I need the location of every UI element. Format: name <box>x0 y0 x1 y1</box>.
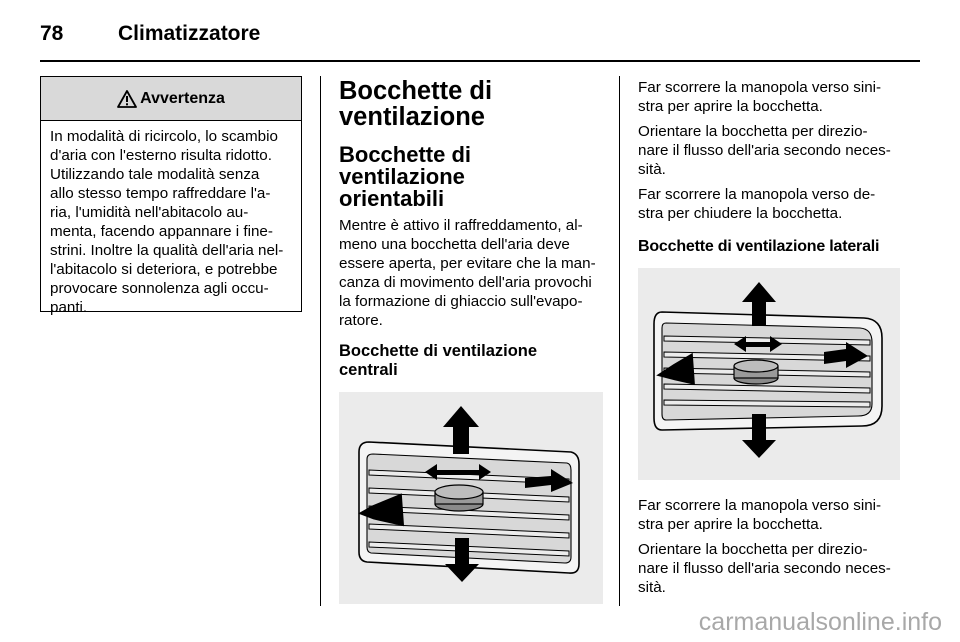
warning-line: ria, l'umidità nell'abitacolo au- <box>50 204 249 221</box>
warning-triangle-icon <box>117 90 137 108</box>
heading-line: Bocchette di ventilazione <box>339 342 538 360</box>
heading-line: centrali <box>339 361 398 379</box>
text-line: meno una bocchetta dell'aria deve <box>339 236 570 253</box>
text-line: essere aperta, per evitare che la man- <box>339 255 596 272</box>
text-line: Far scorrere la manopola verso sini- <box>638 79 882 96</box>
intro-paragraph <box>339 216 603 330</box>
warning-line: In modalità di ricircolo, lo scambio <box>50 128 278 145</box>
page-header <box>40 16 920 48</box>
warning-header <box>41 77 301 121</box>
paragraph <box>638 185 900 223</box>
text-line: Mentre è attivo il raffreddamento, al- <box>339 217 583 234</box>
column-divider <box>619 76 620 606</box>
column-divider <box>320 76 321 606</box>
lateral-vent-illustration <box>638 268 900 480</box>
text-line: nare il flusso dell'aria secondo neces- <box>638 560 891 577</box>
warning-line: allo stesso tempo raffreddare l'a- <box>50 185 271 202</box>
column-3 <box>638 78 900 597</box>
text-line: la formazione di ghiaccio sull'evapo- <box>339 293 583 310</box>
warning-title: Avvertenza <box>140 89 225 107</box>
text-line: Orientare la bocchetta per direzio- <box>638 541 868 558</box>
page-number: 78 <box>40 22 64 45</box>
warning-line: l'abitacolo si deteriora, e potrebbe <box>50 261 278 278</box>
subsection-heading <box>339 144 603 210</box>
warning-line: d'aria con l'esterno risulta ridotto. <box>50 147 272 164</box>
text-line: Far scorrere la manopola verso sini- <box>638 497 882 514</box>
warning-line: strini. Inoltre la qualità dell'aria nel- <box>50 242 284 259</box>
paragraph <box>638 78 900 116</box>
text-line: canza di movimento dell'aria provochi <box>339 274 592 291</box>
chapter-title: Climatizzatore <box>118 22 261 45</box>
text-line: Far scorrere la manopola verso de- <box>638 186 876 203</box>
paragraph <box>638 122 900 179</box>
central-vents-heading <box>339 342 603 380</box>
text-line: ratore. <box>339 312 383 329</box>
heading-line: ventilazione <box>339 103 485 131</box>
warning-line: Utilizzando tale modalità senza <box>50 166 260 183</box>
heading-line: orientabili <box>339 186 445 211</box>
warning-text <box>41 121 301 317</box>
warning-box <box>40 76 302 316</box>
text-line: nare il flusso dell'aria secondo neces- <box>638 142 891 159</box>
column-2 <box>339 78 603 604</box>
heading-line: Bocchette di <box>339 77 493 105</box>
watermark: carmanualsonline.info <box>698 608 942 636</box>
lateral-vents-heading: Bocchette di ventilazione laterali <box>638 238 880 255</box>
paragraph <box>638 496 900 534</box>
central-vent-drawing <box>339 392 603 604</box>
text-line: sità. <box>638 579 666 596</box>
text-line: stra per aprire la bocchetta. <box>638 516 823 533</box>
warning-line: panti. <box>50 299 88 316</box>
text-line: stra per aprire la bocchetta. <box>638 98 823 115</box>
central-vent-illustration <box>339 392 603 604</box>
text-line: Orientare la bocchetta per direzio- <box>638 123 868 140</box>
paragraph <box>638 540 900 597</box>
lateral-vent-drawing <box>638 268 900 480</box>
section-heading <box>339 78 603 130</box>
text-line: stra per chiudere la bocchetta. <box>638 205 843 222</box>
header-rule <box>40 60 920 62</box>
text-line: sità. <box>638 161 666 178</box>
warning-line: menta, facendo appannare i fine- <box>50 223 273 240</box>
heading-line: Bocchette di ventilazione <box>339 142 472 189</box>
warning-line: provocare sonnolenza agli occu- <box>50 280 269 297</box>
